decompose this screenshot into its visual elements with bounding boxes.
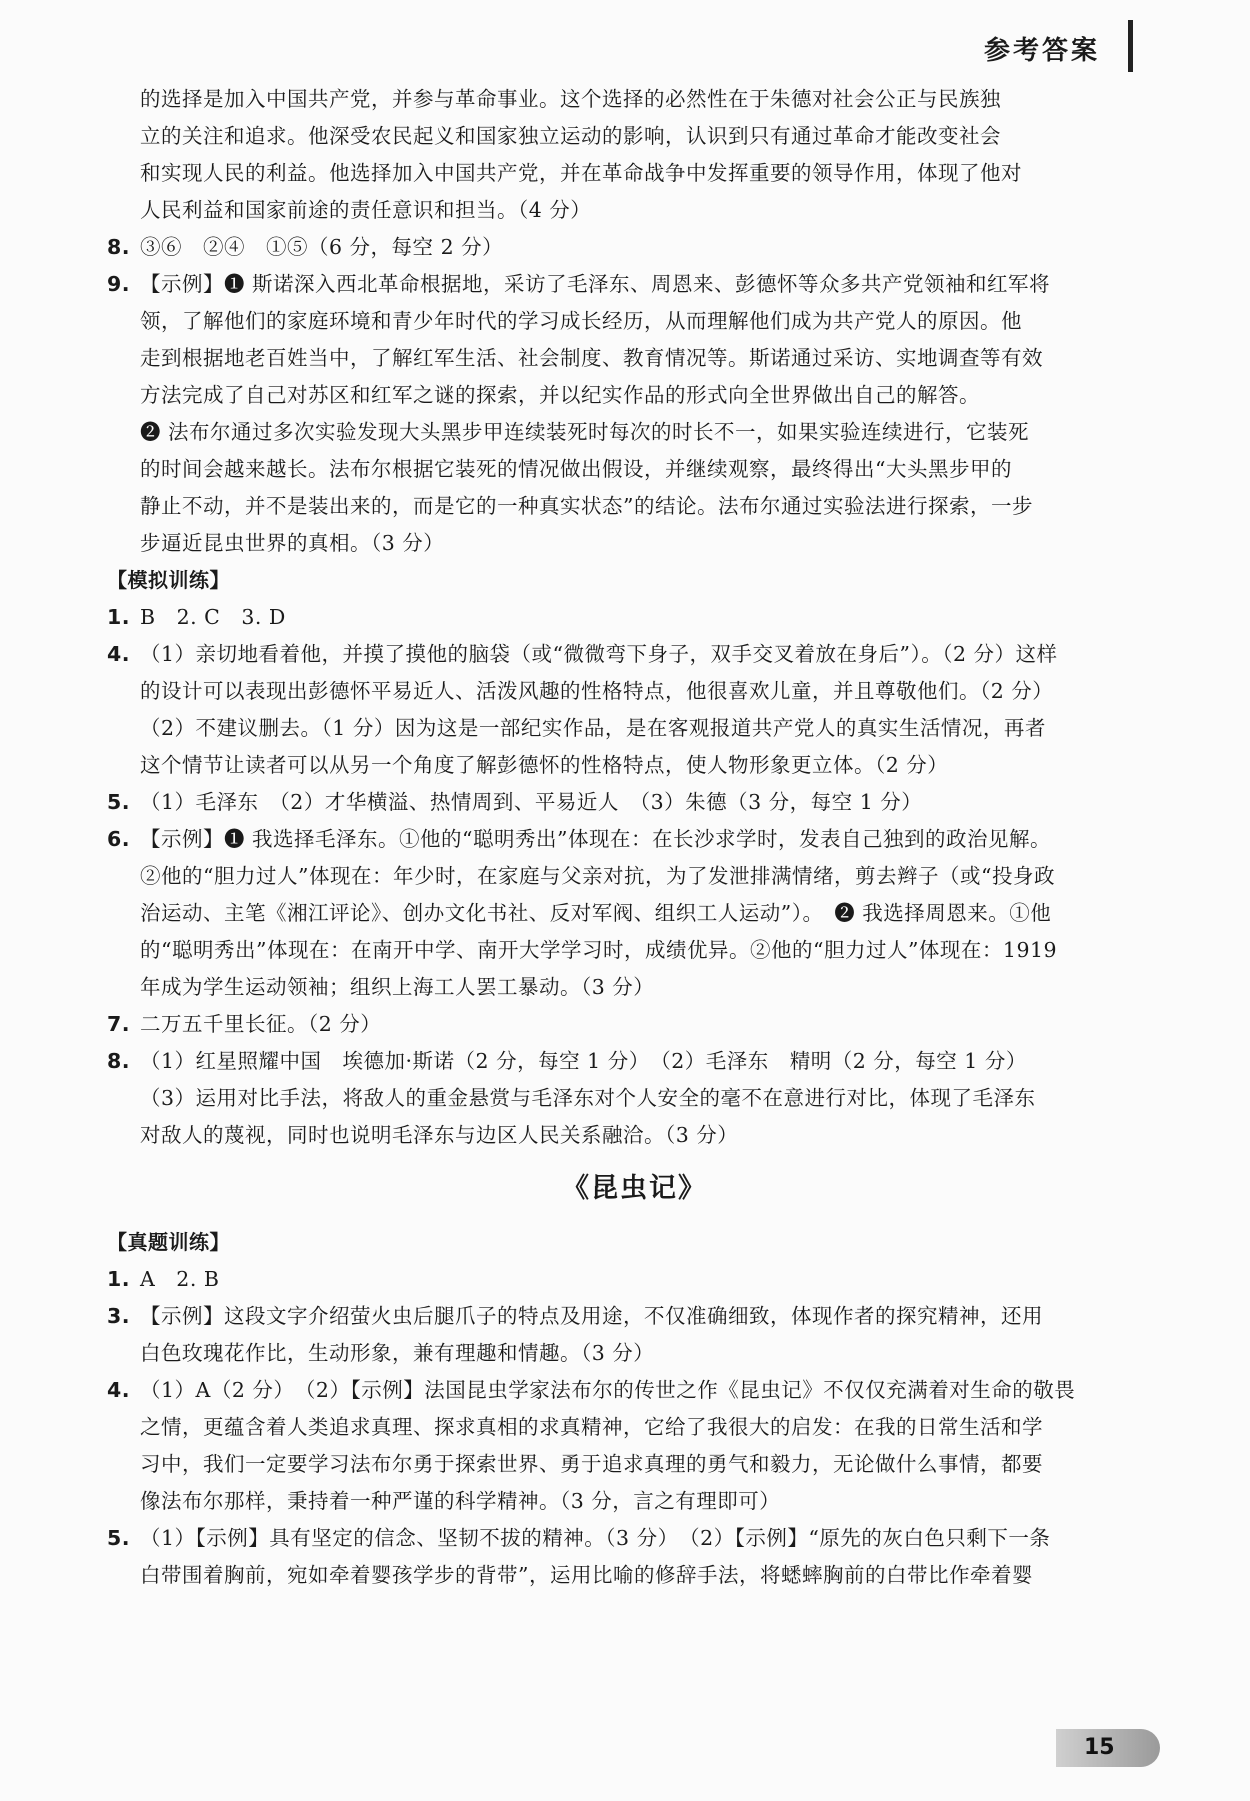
line-text: 之情，更蕴含着人类追求真理、探求真相的求真精神，它给了我很大的启发：在我的日常生活和学 xyxy=(140,1415,1043,1439)
answer-line xyxy=(107,192,1162,229)
answer-line xyxy=(107,858,1162,895)
item-number: 4. xyxy=(107,1378,131,1402)
line-text: （1）毛泽东 （2）才华横溢、热情周到、平易近人 （3）朱德（3 分，每空 1 分） xyxy=(140,790,923,814)
line-text: 的“聪明秀出”体现在：在南开中学、南开大学学习时，成绩优异。②他的“胆力过人”体现在：1919 xyxy=(140,938,1058,962)
page-number: 15 xyxy=(1056,1729,1160,1767)
answer-line xyxy=(107,1335,1162,1372)
line-text: 二万五千里长征。（2 分） xyxy=(140,1012,382,1036)
line-text: （3）运用对比手法，将敌人的重金悬赏与毛泽东对个人安全的毫不在意进行对比，体现了毛泽东 xyxy=(140,1086,1036,1110)
answer-line xyxy=(107,710,1162,747)
line-text: 【真题训练】 xyxy=(107,1230,230,1254)
answer-line xyxy=(107,821,1162,858)
line-text: 静止不动，并不是装出来的，而是它的一种真实状态”的结论。法布尔通过实验法进行探索，一步 xyxy=(140,494,1033,518)
line-text: 【模拟训练】 xyxy=(107,568,230,592)
answer-line xyxy=(107,303,1162,340)
answer-line xyxy=(107,118,1162,155)
answer-line xyxy=(107,932,1162,969)
answer-line xyxy=(107,266,1162,303)
line-text: 习中，我们一定要学习法布尔勇于探索世界、勇于追求真理的勇气和毅力，无论做什么事情，都要 xyxy=(140,1452,1043,1476)
answer-line xyxy=(107,1043,1162,1080)
section-heading xyxy=(107,562,1162,599)
line-text: B 2. C 3. D xyxy=(140,605,286,629)
line-text: 这个情节让读者可以从另一个角度了解彭德怀的性格特点，使人物形象更立体。（2 分） xyxy=(140,753,949,777)
answer-line xyxy=(107,1409,1162,1446)
line-text: 白带围着胸前，宛如牵着婴孩学步的背带”，运用比喻的修辞手法，将蟋蟀胸前的白带比作牵着婴 xyxy=(140,1563,1033,1587)
answer-line xyxy=(107,1298,1162,1335)
line-text: 【示例】❶ 我选择毛泽东。①他的“聪明秀出”体现在：在长沙求学时，发表自己独到的政治见解。 xyxy=(140,827,1051,851)
line-text: ❷ 法布尔通过多次实验发现大头黑步甲连续装死时每次的时长不一，如果实验连续进行，它装死 xyxy=(140,420,1030,444)
answer-line xyxy=(107,1557,1162,1594)
answer-line xyxy=(107,969,1162,1006)
answer-line xyxy=(107,599,1162,636)
answer-line xyxy=(107,81,1162,118)
answer-line xyxy=(107,1483,1162,1520)
answer-content xyxy=(107,81,1162,1594)
answer-line xyxy=(107,636,1162,673)
header-rule xyxy=(1128,20,1133,72)
line-text: A 2. B xyxy=(140,1267,220,1291)
line-text: （1）【示例】具有坚定的信念、坚韧不拔的精神。（3 分） （2）【示例】“原先的灰白色只剩下一条 xyxy=(140,1526,1051,1550)
item-number: 9. xyxy=(107,272,131,296)
answer-line xyxy=(107,1372,1162,1409)
item-number: 5. xyxy=(107,1526,131,1550)
line-text: 走到根据地老百姓当中，了解红军生活、社会制度、教育情况等。斯诺通过采访、实地调查等有效 xyxy=(140,346,1043,370)
line-text: 像法布尔那样，秉持着一种严谨的科学精神。（3 分，言之有理即可） xyxy=(140,1489,781,1513)
line-text: 步逼近昆虫世界的真相。（3 分） xyxy=(140,531,445,555)
line-text: 领，了解他们的家庭环境和青少年时代的学习成长经历，从而理解他们成为共产党人的原因。他 xyxy=(140,309,1022,333)
line-text: 的设计可以表现出彭德怀平易近人、活泼风趣的性格特点，他很喜欢儿童，并且尊敬他们。（2 分） xyxy=(140,679,1054,703)
item-number: 1. xyxy=(107,605,131,629)
answer-line xyxy=(107,229,1162,266)
line-text: 立的关注和追求。他深受农民起义和国家独立运动的影响，认识到只有通过革命才能改变社会 xyxy=(140,124,1001,148)
answer-line xyxy=(107,414,1162,451)
answer-line xyxy=(107,340,1162,377)
answer-line xyxy=(107,895,1162,932)
line-text: 的选择是加入中国共产党，并参与革命事业。这个选择的必然性在于朱德对社会公正与民族独 xyxy=(140,87,1001,111)
line-text: （1）A（2 分） （2）【示例】法国昆虫学家法布尔的传世之作《昆虫记》不仅仅充满着对生命的敬畏 xyxy=(140,1378,1076,1402)
item-number: 7. xyxy=(107,1012,131,1036)
answer-line xyxy=(107,673,1162,710)
line-text: 治运动、主笔《湘江评论》、创办文化书社、反对军阀、组织工人运动”）。 ❷ 我选择周恩来。①他 xyxy=(140,901,1052,925)
item-number: 8. xyxy=(107,1049,131,1073)
answer-line xyxy=(107,1446,1162,1483)
answer-line xyxy=(107,1520,1162,1557)
answer-line xyxy=(107,155,1162,192)
line-text: 和实现人民的利益。他选择加入中国共产党，并在革命战争中发挥重要的领导作用，体现了他对 xyxy=(140,161,1022,185)
line-text: 的时间会越来越长。法布尔根据它装死的情况做出假设，并继续观察，最终得出“大头黑步甲的 xyxy=(140,457,1012,481)
item-number: 6. xyxy=(107,827,131,851)
answer-line xyxy=(107,1080,1162,1117)
line-text: 人民利益和国家前途的责任意识和担当。（4 分） xyxy=(140,198,592,222)
book-title xyxy=(107,1154,1162,1224)
line-text: 年成为学生运动领袖；组织上海工人罢工暴动。（3 分） xyxy=(140,975,655,999)
line-text: ③⑥ ②④ ①⑤（6 分，每空 2 分） xyxy=(140,235,504,259)
line-text: （1）亲切地看着他，并摸了摸他的脑袋（或“微微弯下身子，双手交叉着放在身后”）。（2 分）这样 xyxy=(140,642,1058,666)
item-number: 8. xyxy=(107,235,131,259)
answer-line xyxy=(107,1261,1162,1298)
answer-line xyxy=(107,451,1162,488)
item-number: 1. xyxy=(107,1267,131,1291)
answer-line xyxy=(107,1117,1162,1154)
line-text: 《昆虫记》 xyxy=(562,1173,707,1204)
line-text: 方法完成了自己对苏区和红军之谜的探索，并以纪实作品的形式向全世界做出自己的解答。 xyxy=(140,383,980,407)
item-number: 5. xyxy=(107,790,131,814)
header-title: 参考答案 xyxy=(983,36,1100,66)
section-heading xyxy=(107,1224,1162,1261)
line-text: （1）红星照耀中国 埃德加·斯诺（2 分，每空 1 分） （2）毛泽东 精明（2 分，每空 1 分） xyxy=(140,1049,1027,1073)
line-text: （2）不建议删去。（1 分）因为这是一部纪实作品，是在客观报道共产党人的真实生活情况，再者 xyxy=(140,716,1046,740)
answer-line xyxy=(107,1006,1162,1043)
line-text: 白色玫瑰花作比，生动形象，兼有理趣和情趣。（3 分） xyxy=(140,1341,655,1365)
line-text: 【示例】❶ 斯诺深入西北革命根据地，采访了毛泽东、周恩来、彭德怀等众多共产党领袖和红军将 xyxy=(140,272,1051,296)
item-number: 3. xyxy=(107,1304,131,1328)
answer-line xyxy=(107,784,1162,821)
answer-line xyxy=(107,525,1162,562)
line-text: ②他的“胆力过人”体现在：年少时，在家庭与父亲对抗，为了发泄排满情绪，剪去辫子（或“投身政 xyxy=(140,864,1055,888)
item-number: 4. xyxy=(107,642,131,666)
answer-line xyxy=(107,377,1162,414)
line-text: 【示例】这段文字介绍萤火虫后腿爪子的特点及用途，不仅准确细致，体现作者的探究精神，还用 xyxy=(140,1304,1043,1328)
line-text: 对敌人的蔑视，同时也说明毛泽东与边区人民关系融洽。（3 分） xyxy=(140,1123,739,1147)
answer-line xyxy=(107,488,1162,525)
answer-line xyxy=(107,747,1162,784)
